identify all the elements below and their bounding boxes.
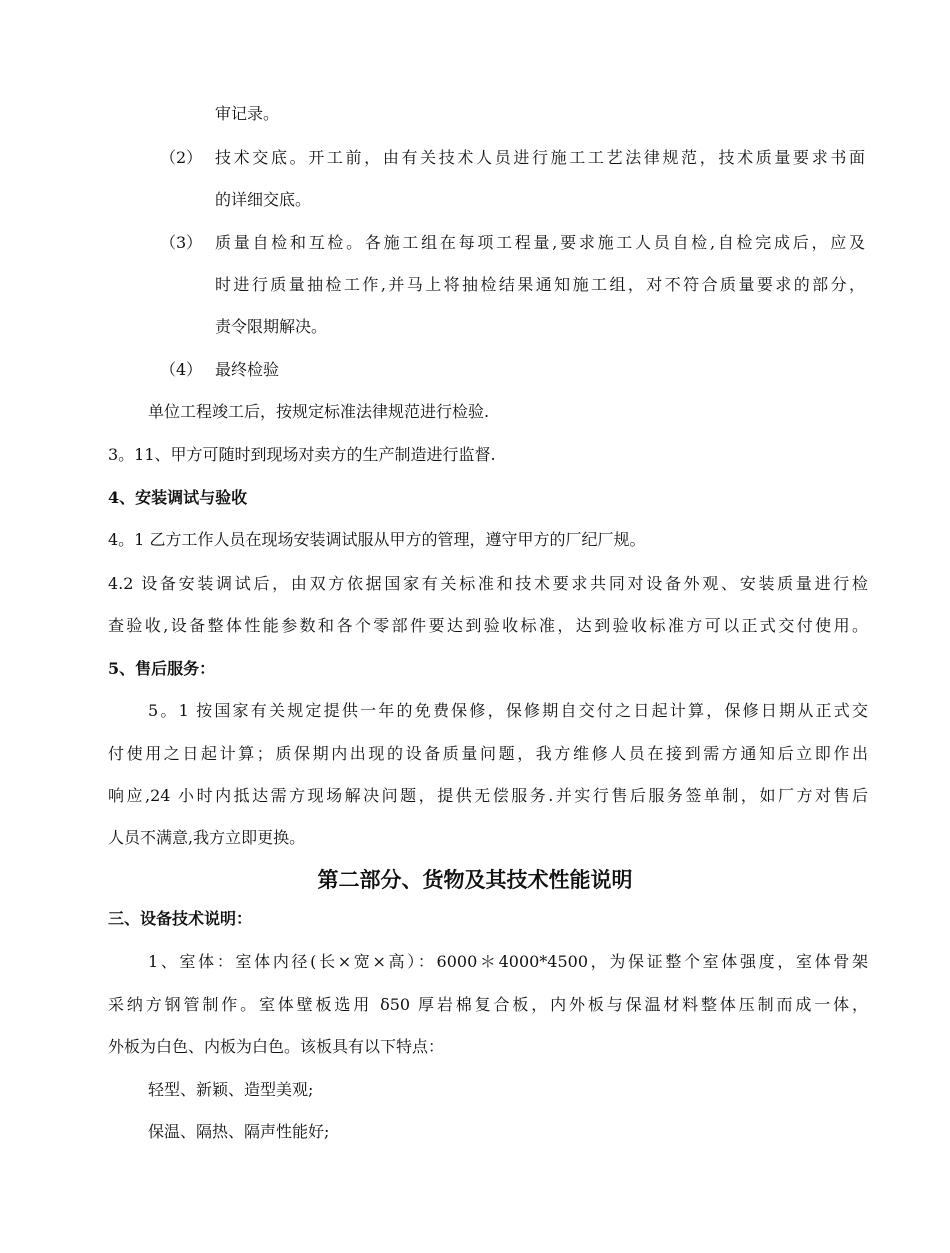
text-line: 技术交底。开工前，由有关技术人员进行施工工艺法律规范，技术质量要求书面 (215, 148, 865, 167)
text-line: 质量自检和互检。各施工组在每项工程量,要求施工人员自检,自检完成后，应及 (215, 233, 865, 252)
text-line: 4。1 乙方工作人员在现场安装调试服从甲方的管理，遵守甲方的厂纪厂规。 (108, 530, 646, 549)
section-heading: 4、安装调试与验收 (108, 488, 248, 507)
text-line: 响应,24 小时内抵达需方现场解决问题，提供无偿服务.并实行售后服务签单制，如厂方对售后 (108, 786, 868, 805)
text-line: 责令限期解决。 (215, 317, 328, 336)
text-line: 轻型、新颖、造型美观; (148, 1080, 314, 1099)
text-line: 保温、隔热、隔声性能好; (148, 1122, 330, 1141)
text-line: 外板为白色、内板为白色。该板具有以下特点： (108, 1037, 445, 1056)
text-line: 最终检验 (215, 360, 280, 379)
text-line: 5。1 按国家有关规定提供一年的免费保修，保修期自交付之日起计算，保修日期从正式交 (148, 701, 868, 720)
list-number: （3） (160, 233, 203, 252)
section-heading: 三、设备技术说明： (108, 909, 253, 928)
text-line: 人员不满意,我方立即更换。 (108, 828, 306, 847)
section-heading: 5、售后服务： (108, 659, 216, 678)
part-heading: 第二部分、货物及其技术性能说明 (317, 867, 633, 892)
list-number: （2） (160, 148, 203, 167)
text-line: 付使用之日起计算；质保期内出现的设备质量问题，我方维修人员在接到需方通知后立即作出 (108, 744, 868, 763)
text-line: 采纳方钢管制作。室体壁板选用 δ50 厚岩棉复合板，内外板与保温材料整体压制而成一体， (108, 995, 868, 1014)
text-line: 时进行质量抽检工作,并马上将抽检结果通知施工组，对不符合质量要求的部分， (215, 275, 865, 294)
text-line: 的详细交底。 (215, 190, 312, 209)
text-line: 3。11、甲方可随时到现场对卖方的生产制造进行监督. (108, 445, 496, 464)
text-line: 单位工程竣工后，按规定标准法律规范进行检验. (148, 402, 490, 421)
text-line: 查验收,设备整体性能参数和各个零部件要达到验收标准，达到验收标准方可以正式交付使用。 (108, 616, 868, 635)
text-line: 4.2 设备安装调试后，由双方依据国家有关标准和技术要求共同对设备外观、安装质量进行检 (108, 574, 868, 593)
text-line: 1、室体：室体内径(长×宽×高）：6000＊4000*4500，为保证整个室体强度，室体骨架 (148, 952, 868, 971)
list-number: （4） (160, 360, 203, 379)
text-line: 审记录。 (215, 104, 280, 123)
